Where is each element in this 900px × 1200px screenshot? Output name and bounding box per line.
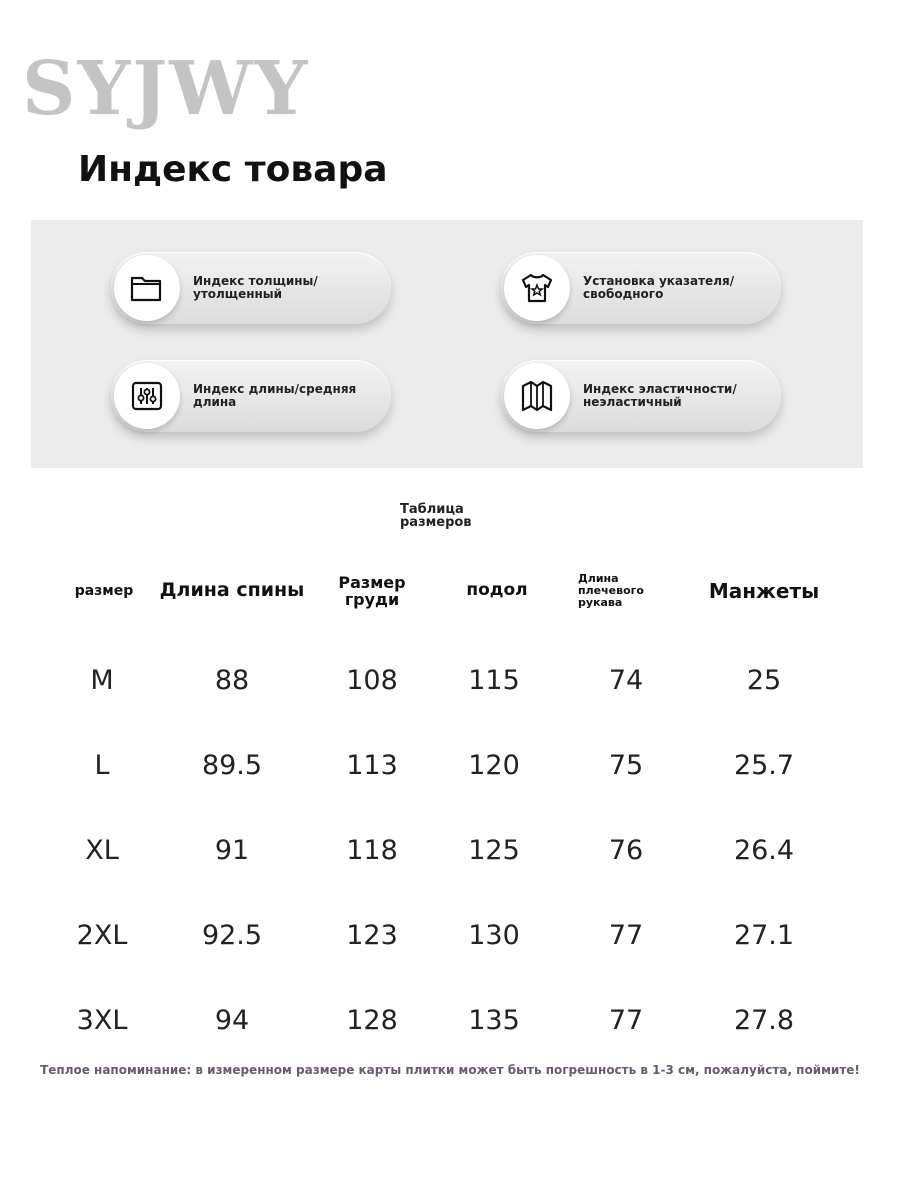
- table-cell: 113: [346, 750, 398, 781]
- table-cell: 92.5: [201, 920, 263, 951]
- index-elasticity: [501, 360, 781, 432]
- table-cell: 27.8: [733, 1005, 795, 1036]
- table-cell: 88: [214, 665, 250, 696]
- size-cell: XL: [85, 835, 119, 866]
- size-table-title: Таблица размеров: [400, 502, 472, 530]
- index-length: [111, 360, 391, 432]
- table-cell: 75: [608, 750, 644, 781]
- table-cell: 26.4: [733, 835, 795, 866]
- page-title: Индекс товара: [78, 149, 388, 190]
- table-cell: 77: [608, 920, 644, 951]
- table-cell: 123: [346, 920, 398, 951]
- index-label: Установка указателя/свободного: [583, 274, 735, 301]
- table-cell: 89.5: [201, 750, 263, 781]
- table-cell: 135: [468, 1005, 520, 1036]
- table-cell: 76: [608, 835, 644, 866]
- table-cell: 125: [468, 835, 520, 866]
- table-cell: 130: [468, 920, 520, 951]
- index-fit: [501, 252, 781, 324]
- table-cell: 91: [214, 835, 250, 866]
- table-cell: 118: [346, 835, 398, 866]
- tshirt-icon: [504, 255, 570, 321]
- size-cell: 2XL: [76, 920, 128, 951]
- table-cell: 108: [346, 665, 398, 696]
- size-cell: L: [94, 750, 110, 781]
- table-cell: 120: [468, 750, 520, 781]
- warm-reminder-note: Теплое напоминание: в измеренном размере карты плитки может быть погрешность в 1-3 см, пожалуйста, поймите!: [40, 1063, 860, 1077]
- header-cuffs: Манжеты: [708, 579, 820, 603]
- index-label: Индекс эластичности/неэластичный: [583, 382, 737, 409]
- header-sleeve: Длина плечевого рукава: [578, 572, 644, 609]
- sliders-icon: [114, 363, 180, 429]
- fabric-fold-icon: [504, 363, 570, 429]
- header-back-length: Длина спины: [159, 579, 305, 601]
- table-cell: 94: [214, 1005, 250, 1036]
- index-thickness: [111, 252, 391, 324]
- brand-logo: SYJWY: [22, 46, 310, 132]
- table-cell: 128: [346, 1005, 398, 1036]
- header-size: размер: [74, 583, 134, 599]
- size-cell: M: [90, 665, 114, 696]
- header-hem: подол: [466, 580, 528, 600]
- header-chest: Размер груди: [338, 573, 406, 609]
- size-cell: 3XL: [76, 1005, 128, 1036]
- product-index-panel: [31, 220, 863, 468]
- table-cell: 25: [746, 665, 782, 696]
- table-cell: 77: [608, 1005, 644, 1036]
- table-cell: 25.7: [733, 750, 795, 781]
- folder-icon: [114, 255, 180, 321]
- index-label: Индекс длины/средняя длина: [193, 382, 357, 409]
- table-cell: 27.1: [733, 920, 795, 951]
- table-cell: 74: [608, 665, 644, 696]
- index-label: Индекс толщины/утолщенный: [193, 274, 318, 301]
- table-cell: 115: [468, 665, 520, 696]
